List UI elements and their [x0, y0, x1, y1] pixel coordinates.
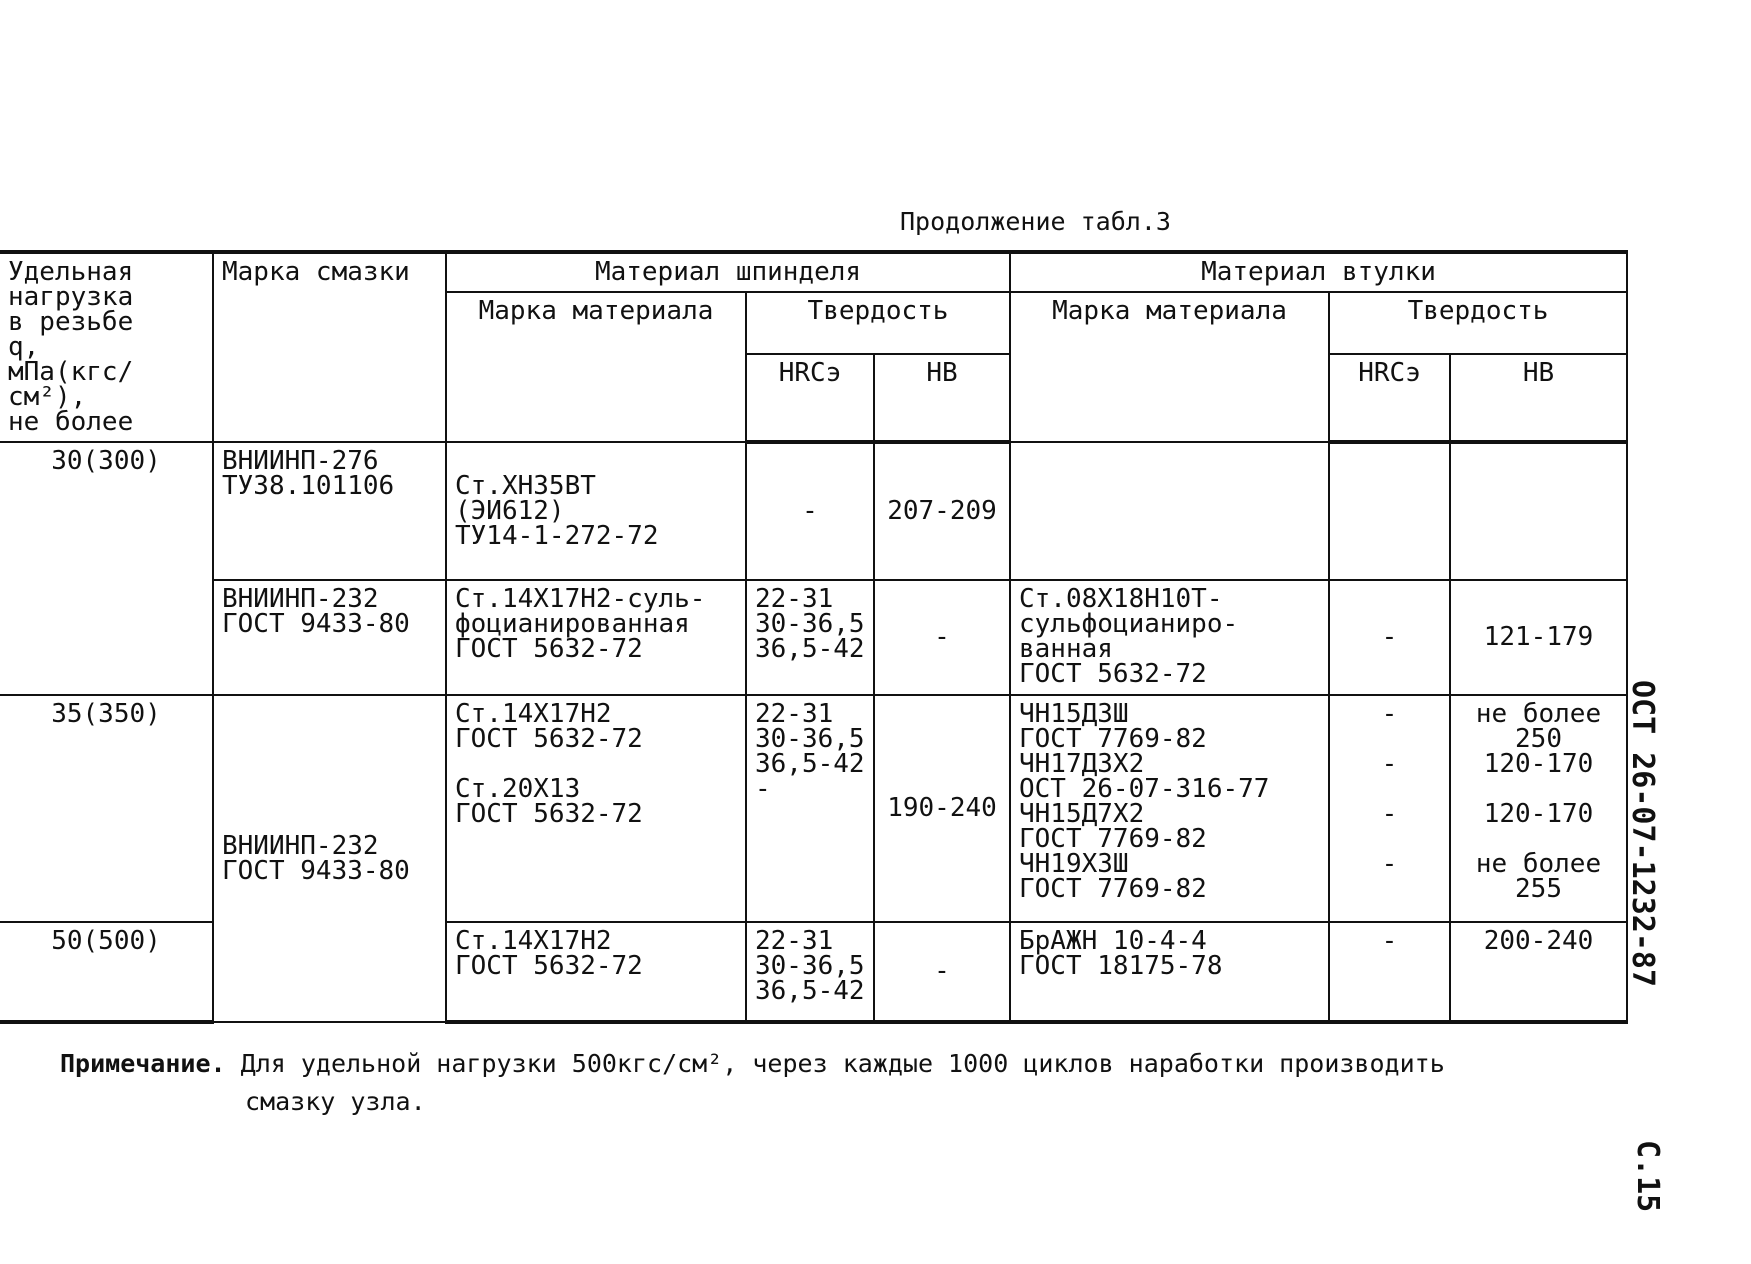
- table-row: [0, 580, 1627, 695]
- header-lubricant-brand: Марка смазки: [213, 252, 446, 442]
- cell-bushing-hb: [1450, 442, 1627, 580]
- cell-spindle-hb: -: [874, 922, 1010, 1022]
- cell-load: 30(300): [0, 442, 213, 695]
- cell-bushing-hrc: - - - -: [1329, 695, 1450, 922]
- cell-load: 50(500): [0, 922, 213, 1022]
- cell-bushing-hrc: -: [1329, 922, 1450, 1022]
- header-bushing-hrc: HRCэ: [1329, 354, 1450, 442]
- note-label: Примечание.: [60, 1049, 226, 1078]
- header-spindle-material: Материал шпинделя: [446, 252, 1010, 292]
- header-bushing-hb: НВ: [1450, 354, 1627, 442]
- cell-bushing-material: ЧН15Д3Ш ГОСТ 7769-82 ЧН17Д3Х2 ОСТ 26-07-316-77 ЧН15Д7Х2 ГОСТ 7769-82 ЧН19Х3Ш ГОСТ 7769-82: [1010, 695, 1329, 922]
- table-note: [60, 1045, 1510, 1121]
- cell-spindle-material: Ст.14Х17Н2 ГОСТ 5632-72: [446, 922, 746, 1022]
- cell-spindle-material: Ст.14Х17Н2 ГОСТ 5632-72 Ст.20Х13 ГОСТ 5632-72: [446, 695, 746, 922]
- cell-spindle-material: Ст.ХН35ВТ (ЭИ612) ТУ14-1-272-72: [446, 442, 746, 580]
- cell-bushing-hb: не более 250 120-170 120-170 не более 255: [1450, 695, 1627, 922]
- header-spindle-hrc: HRCэ: [746, 354, 874, 442]
- header-spindle-brand: Марка материала: [446, 292, 746, 442]
- lubrication-table: [0, 250, 1628, 1024]
- cell-lubricant: ВНИИНП-232 ГОСТ 9433-80: [213, 580, 446, 695]
- page-number: С.15: [1630, 1140, 1665, 1213]
- cell-bushing-hrc: [1329, 442, 1450, 580]
- cell-load: 35(350): [0, 695, 213, 922]
- cell-spindle-material: Ст.14Х17Н2-суль- фоцианированная ГОСТ 5632-72: [446, 580, 746, 695]
- cell-lubricant: ВНИИНП-276 ТУ38.101106: [213, 442, 446, 580]
- cell-spindle-hrc: 22-31 30-36,5 36,5-42: [746, 922, 874, 1022]
- cell-bushing-material: [1010, 442, 1329, 580]
- cell-spindle-hb: 207-209: [874, 442, 1010, 580]
- table-row: [0, 695, 1627, 922]
- cell-spindle-hb: -: [874, 580, 1010, 695]
- cell-bushing-hb: 200-240: [1450, 922, 1627, 1022]
- header-spindle-hb: НВ: [874, 354, 1010, 442]
- cell-spindle-hrc: 22-31 30-36,5 36,5-42 -: [746, 695, 874, 922]
- cell-bushing-material: БрАЖН 10-4-4 ГОСТ 18175-78: [1010, 922, 1329, 1022]
- cell-lubricant: ВНИИНП-232 ГОСТ 9433-80: [213, 695, 446, 1022]
- cell-bushing-material: Ст.08Х18Н10Т- сульфоцианиро- ванная ГОСТ 5632-72: [1010, 580, 1329, 695]
- cell-bushing-hrc: -: [1329, 580, 1450, 695]
- cell-bushing-hb: 121-179: [1450, 580, 1627, 695]
- document-code: ОСТ 26-07-1232-87: [1625, 680, 1660, 988]
- header-bushing-material: Материал втулки: [1010, 252, 1627, 292]
- note-text: Для удельной нагрузки 500кгс/см², через каждые 1000 циклов наработки производить: [240, 1049, 1445, 1078]
- header-specific-load: Удельная нагрузка в резьбе q, мПа(кгс/см²), не более: [0, 252, 213, 442]
- cell-spindle-hb: 190-240: [874, 695, 1010, 922]
- table-row: [0, 442, 1627, 580]
- header-bushing-brand: Марка материала: [1010, 292, 1329, 442]
- header-spindle-hardness: Твердость: [746, 292, 1010, 354]
- table-caption: Продолжение табл.3: [900, 207, 1171, 236]
- header-bushing-hardness: Твердость: [1329, 292, 1627, 354]
- cell-spindle-hrc: 22-31 30-36,5 36,5-42: [746, 580, 874, 695]
- cell-spindle-hrc: -: [746, 442, 874, 580]
- note-continuation: смазку узла.: [245, 1087, 426, 1116]
